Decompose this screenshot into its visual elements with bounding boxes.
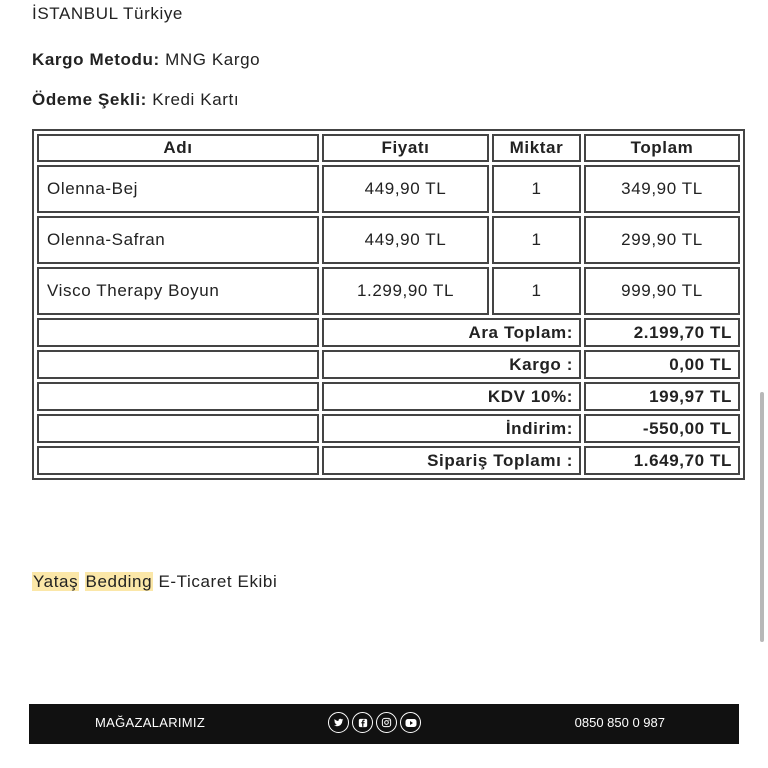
vat-label: KDV 10%: [322,382,581,411]
product-price: 449,90 TL [322,216,489,264]
table-header-row [37,134,740,162]
signature [32,572,277,592]
scrollbar[interactable] [760,392,764,642]
shipping-cost-row [37,350,740,379]
product-name: Visco Therapy Boyun [37,267,319,315]
instagram-icon[interactable] [376,712,397,733]
subtotal-value: 2.199,70 TL [584,318,740,347]
footer-bar [29,704,739,744]
product-name: Olenna-Bej [37,165,319,213]
brand-name-highlight: Yataş [33,572,79,591]
address-line: İSTANBUL Türkiye [32,4,183,23]
subtotal-row [37,318,740,347]
vat-value: 199,97 TL [584,382,740,411]
twitter-icon[interactable] [328,712,349,733]
product-total: 999,90 TL [584,267,740,315]
phone-number[interactable]: 0850 850 0 987 [574,715,665,730]
subtotal-label: Ara Toplam: [322,318,581,347]
vat-row [37,382,740,411]
header-quantity: Miktar [492,134,581,162]
payment-value: Kredi Kartı [152,90,240,109]
brand-bedding-highlight: Bedding [85,572,153,591]
empty-cell [37,414,319,443]
stores-link[interactable]: MAĞAZALARIMIZ [95,715,206,730]
header-total: Toplam [584,134,740,162]
shipping-cost-label: Kargo : [322,350,581,379]
product-total: 299,90 TL [584,216,740,264]
empty-cell [37,318,319,347]
product-total: 349,90 TL [584,165,740,213]
product-price: 1.299,90 TL [322,267,489,315]
facebook-icon[interactable] [352,712,373,733]
empty-cell [37,446,319,475]
table-row [37,216,740,264]
order-total-value: 1.649,70 TL [584,446,740,475]
product-quantity: 1 [492,165,581,213]
shipping-label: Kargo Metodu: [32,50,160,69]
product-name: Olenna-Safran [37,216,319,264]
empty-cell [37,350,319,379]
order-table [32,129,745,480]
youtube-icon[interactable] [400,712,421,733]
payment-label: Ödeme Şekli: [32,90,147,109]
team-name: E-Ticaret Ekibi [158,572,278,591]
header-name: Adı [37,134,319,162]
discount-label: İndirim: [322,414,581,443]
product-quantity: 1 [492,216,581,264]
table-row [37,267,740,315]
order-total-label: Sipariş Toplamı : [322,446,581,475]
empty-cell [37,382,319,411]
discount-value: -550,00 TL [584,414,740,443]
product-quantity: 1 [492,267,581,315]
table-row [37,165,740,213]
shipping-value: MNG Kargo [165,50,261,69]
discount-row [37,414,740,443]
order-total-row [37,446,740,475]
header-price: Fiyatı [322,134,489,162]
product-price: 449,90 TL [322,165,489,213]
shipping-method [32,50,260,70]
social-links [328,712,421,733]
payment-method [32,90,239,110]
shipping-cost-value: 0,00 TL [584,350,740,379]
